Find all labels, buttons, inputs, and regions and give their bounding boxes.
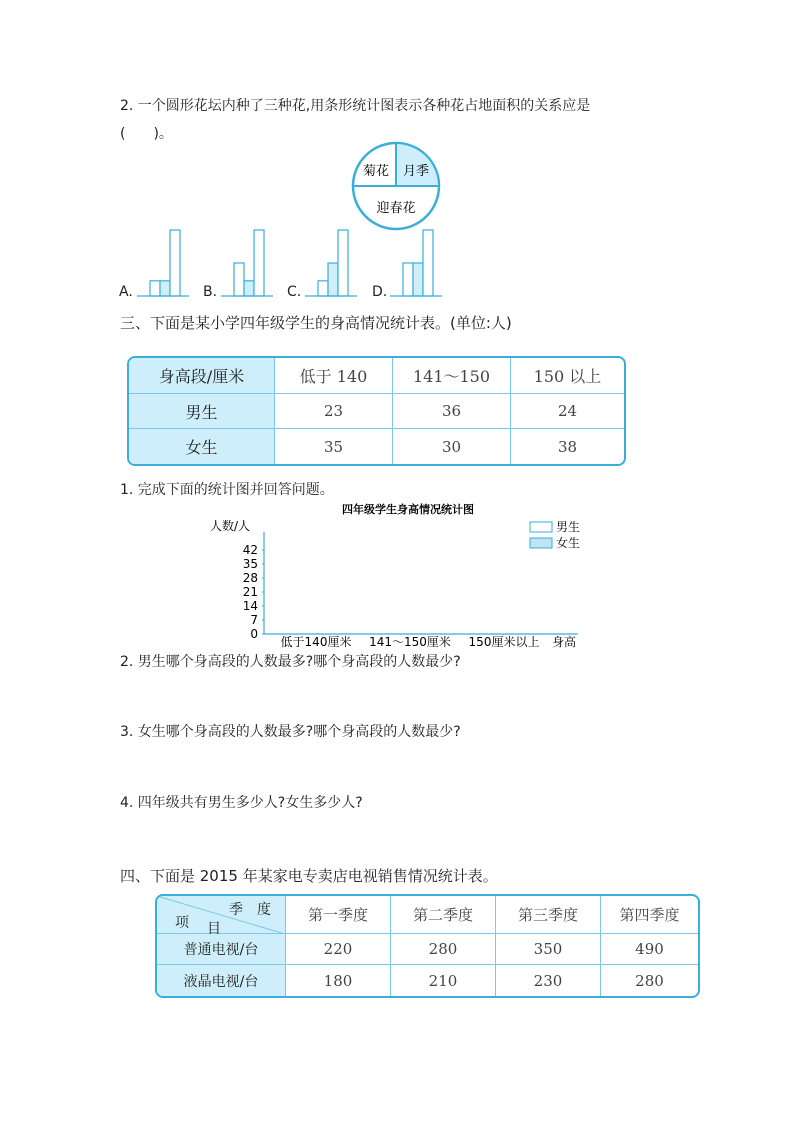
- tv-table-header-cell: 第四季度: [601, 896, 698, 934]
- tv-table-cell: 350: [496, 934, 601, 965]
- q2-option-bar: [150, 281, 160, 296]
- q2-option-label[interactable]: C.: [287, 284, 302, 300]
- q2-option-bar: [423, 230, 433, 296]
- q2-option-chart: [390, 228, 460, 300]
- q2-option-bar: [254, 230, 264, 296]
- pie-label-yingchunhua: 迎春花: [376, 201, 416, 216]
- height-table-header-cell: 150 以上: [511, 358, 624, 394]
- q2-option-bar: [244, 281, 254, 296]
- height-table-header-cell: 低于 140: [275, 358, 393, 394]
- height-table-cell: 24: [511, 394, 624, 429]
- chart-y-tick-label: 7: [250, 613, 258, 627]
- q2-text: 2. 一个圆形花坛内种了三种花,用条形统计图表示各种花占地面积的关系应是: [120, 98, 591, 114]
- tv-sales-table: [155, 894, 700, 998]
- section3-q2: 2. 男生哪个身高段的人数最多?哪个身高段的人数最少?: [120, 654, 461, 670]
- tv-table-corner: [157, 896, 286, 937]
- q2-option-label[interactable]: A.: [119, 284, 133, 300]
- chart-x-category-label: 低于140厘米: [280, 635, 352, 649]
- height-table-cell: 38: [557, 437, 578, 456]
- height-table-cell: 36: [393, 394, 511, 429]
- legend-swatch-girls: [530, 538, 552, 548]
- chart-x-category-label: 141～150厘米: [369, 635, 451, 649]
- chart-y-label: 人数/人: [210, 519, 251, 533]
- tv-table-header-cell: 第三季度: [496, 896, 601, 934]
- q2-option-bar: [318, 281, 328, 296]
- tv-table-cell: 220: [286, 934, 391, 965]
- chart-y-tick-label: 0: [250, 627, 258, 641]
- q2-option-bar: [234, 263, 244, 296]
- section3-q3: 3. 女生哪个身高段的人数最多?哪个身高段的人数最少?: [120, 724, 461, 740]
- q2-option-bar: [413, 263, 423, 296]
- q2-option-label[interactable]: D.: [372, 284, 388, 300]
- chart-y-tick-label: 35: [242, 557, 258, 571]
- height-table-header-label: 身高段/厘米: [129, 358, 275, 394]
- tv-table-cell: 280: [391, 934, 496, 965]
- tv-table-cell: 280: [635, 971, 664, 990]
- height-table-row-label: 女生: [129, 429, 275, 464]
- height-table-cell: 35: [275, 429, 393, 464]
- tv-table-cell: 490: [601, 934, 698, 965]
- height-table-row-label: 男生: [129, 394, 275, 429]
- q2-option-bar: [160, 281, 170, 296]
- tv-table-row-label: 液晶电视/台: [157, 965, 286, 996]
- q2-option-chart: [221, 228, 291, 300]
- pie-label-juhua: 菊花: [362, 164, 390, 179]
- legend-label-girls: 女生: [556, 536, 581, 550]
- chart-y-tick-label: 21: [242, 585, 258, 599]
- q2-option-label[interactable]: B.: [203, 284, 218, 300]
- height-table-cell: 23: [275, 394, 393, 429]
- tv-table-row-label: 普通电视/台: [157, 934, 286, 965]
- q2-option-bar: [403, 263, 413, 296]
- section3-q4: 4. 四年级共有男生多少人?女生多少人?: [120, 795, 363, 811]
- q2-option-bar: [328, 263, 338, 296]
- q2-option-bar: [338, 230, 348, 296]
- corner-item-label-2: 目: [207, 921, 221, 937]
- chart-y-tick-label: 28: [242, 571, 258, 585]
- height-bar-chart: [200, 500, 600, 652]
- q2-option-bar: [170, 230, 180, 296]
- chart-x-label: 身高: [552, 635, 577, 649]
- height-table-cell: 30: [393, 429, 511, 464]
- flower-pie-chart: [350, 140, 442, 232]
- chart-y-tick-label: 42: [242, 543, 258, 557]
- chart-title: 四年级学生身高情况统计图: [342, 503, 474, 516]
- tv-table-cell: 210: [391, 965, 496, 996]
- legend-swatch-boys: [530, 522, 552, 532]
- chart-x-category-label: 150厘米以上: [468, 635, 540, 649]
- legend-label-boys: 男生: [556, 520, 581, 534]
- corner-season-label: 季 度: [229, 902, 271, 918]
- section4-title: 四、下面是 2015 年某家电专卖店电视销售情况统计表。: [120, 867, 498, 885]
- section3-title: 三、下面是某小学四年级学生的身高情况统计表。(单位:人): [120, 314, 512, 332]
- q2-option-chart: [305, 228, 375, 300]
- tv-table-cell: 180: [286, 965, 391, 996]
- height-table-header-cell: 141～150: [393, 358, 511, 394]
- height-table: [127, 356, 626, 466]
- pie-label-yueji: 月季: [402, 164, 430, 179]
- corner-item-label: 项: [175, 915, 189, 931]
- tv-table-cell: 230: [496, 965, 601, 996]
- q2-option-chart: [137, 228, 207, 300]
- chart-y-tick-label: 14: [242, 599, 258, 613]
- tv-table-header-cell: 第一季度: [286, 896, 391, 934]
- q2-paren: ( )。: [120, 126, 173, 142]
- tv-table-header-cell: 第二季度: [391, 896, 496, 934]
- section3-q1: 1. 完成下面的统计图并回答问题。: [120, 482, 334, 498]
